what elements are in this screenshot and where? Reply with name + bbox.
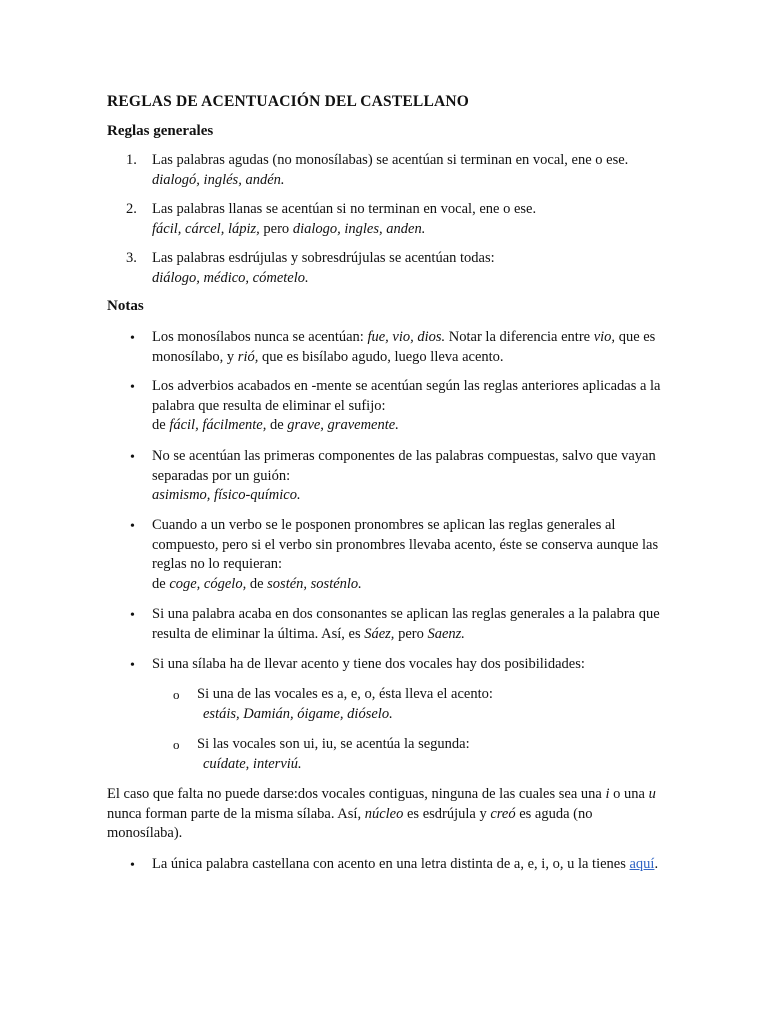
circle-bullet-icon: o [173,737,180,752]
note-text: Cuando a un verbo se le posponen pronombres se aplican las reglas generales al compuesto, pero si el verbo sin pronombres llevaba acento, éste se conserva aunque las reglas no lo requieran: [152,517,659,572]
note-example: de coge, cógelo, de sostén, sosténlo. [152,575,362,592]
bullet-icon: • [130,858,135,873]
section-heading-notas: Notas [107,298,144,314]
note-text: Los monosílabos nunca se acentúan: fue, vio, dios. Notar la diferencia entre vio, que es monosílabo, y rió, que es bisílabo agudo, luego lleva acento. [152,329,656,365]
list-number: 1. [126,152,137,168]
note-item-3 [130,447,662,506]
note-item-4 [130,516,662,594]
bullet-icon: • [130,658,135,673]
bullet-icon: • [130,519,135,534]
sub-note-text: Si una de las vocales es a, e, o, ésta lleva el acento: [197,686,493,702]
note-example: de fácil, fácilmente, de grave, gravemente. [152,417,399,433]
note-text: Los adverbios acabados en -mente se acentúan según las reglas anteriores aplicadas a la palabra que resulta de eliminar el sufijo: [152,378,661,414]
sub-note-item-1 [173,685,667,724]
note-item-6 [130,655,662,675]
rule-item-1 [126,151,662,190]
rule-item-3 [126,249,662,288]
rule-text: Las palabras agudas (no monosílabas) se acentúan si terminan en vocal, ene o ese. [152,152,629,168]
bullet-icon: • [130,450,135,465]
bullet-icon: • [130,608,135,623]
sub-note-example: estáis, Damián, óigame, dióselo. [203,705,393,722]
rule-text: Las palabras llanas se acentúan si no terminan en vocal, ene o ese. [152,201,537,217]
note-item-last [130,855,662,875]
note-example: asimismo, físico-químico. [152,487,301,503]
circle-bullet-icon: o [173,687,180,702]
rule-example: diálogo, médico, cómetelo. [152,269,309,286]
section-heading-generales: Reglas generales [107,123,214,139]
note-item-5 [130,605,662,644]
list-number: 3. [126,250,137,266]
aqui-link[interactable]: aquí [629,856,655,872]
sub-note-text: Si las vocales son ui, iu, se acentúa la segunda: [197,736,470,752]
rule-text: Las palabras esdrújulas y sobresdrújulas se acentúan todas: [152,250,495,266]
bullet-icon: • [130,380,135,395]
rule-item-2 [126,200,662,239]
rule-example: fácil, cárcel, lápiz, pero dialogo, ingles, anden. [152,220,426,237]
closing-paragraph: El caso que falta no puede darse:dos vocales contiguas, ninguna de las cuales sea una i o una u nunca forman parte de la misma sílaba. Así, núcleo es esdrújula y creó es aguda (no monosílaba). [107,786,656,841]
note-text: No se acentúan las primeras componentes de las palabras compuestas, salvo que vayan separadas por un guión: [152,448,656,484]
note-text: La única palabra castellana con acento en una letra distinta de a, e, i, o, u la tienes aquí. [152,856,659,872]
sub-note-example: cuídate, interviú. [203,755,302,772]
note-item-2 [130,377,662,436]
note-text: Si una sílaba ha de llevar acento y tiene dos vocales hay dos posibilidades: [152,656,585,672]
note-text: Si una palabra acaba en dos consonantes se aplican las reglas generales a la palabra que resulta de eliminar la última. Así, es Sáez, pero Saenz. [152,606,660,642]
rule-example: dialogó, inglés, andén. [152,171,285,188]
bullet-icon: • [130,331,135,346]
list-number: 2. [126,201,137,217]
note-item-1 [130,328,662,367]
sub-note-item-2 [173,735,667,774]
document-title: REGLAS DE ACENTUACIÓN DEL CASTELLANO [107,93,470,110]
